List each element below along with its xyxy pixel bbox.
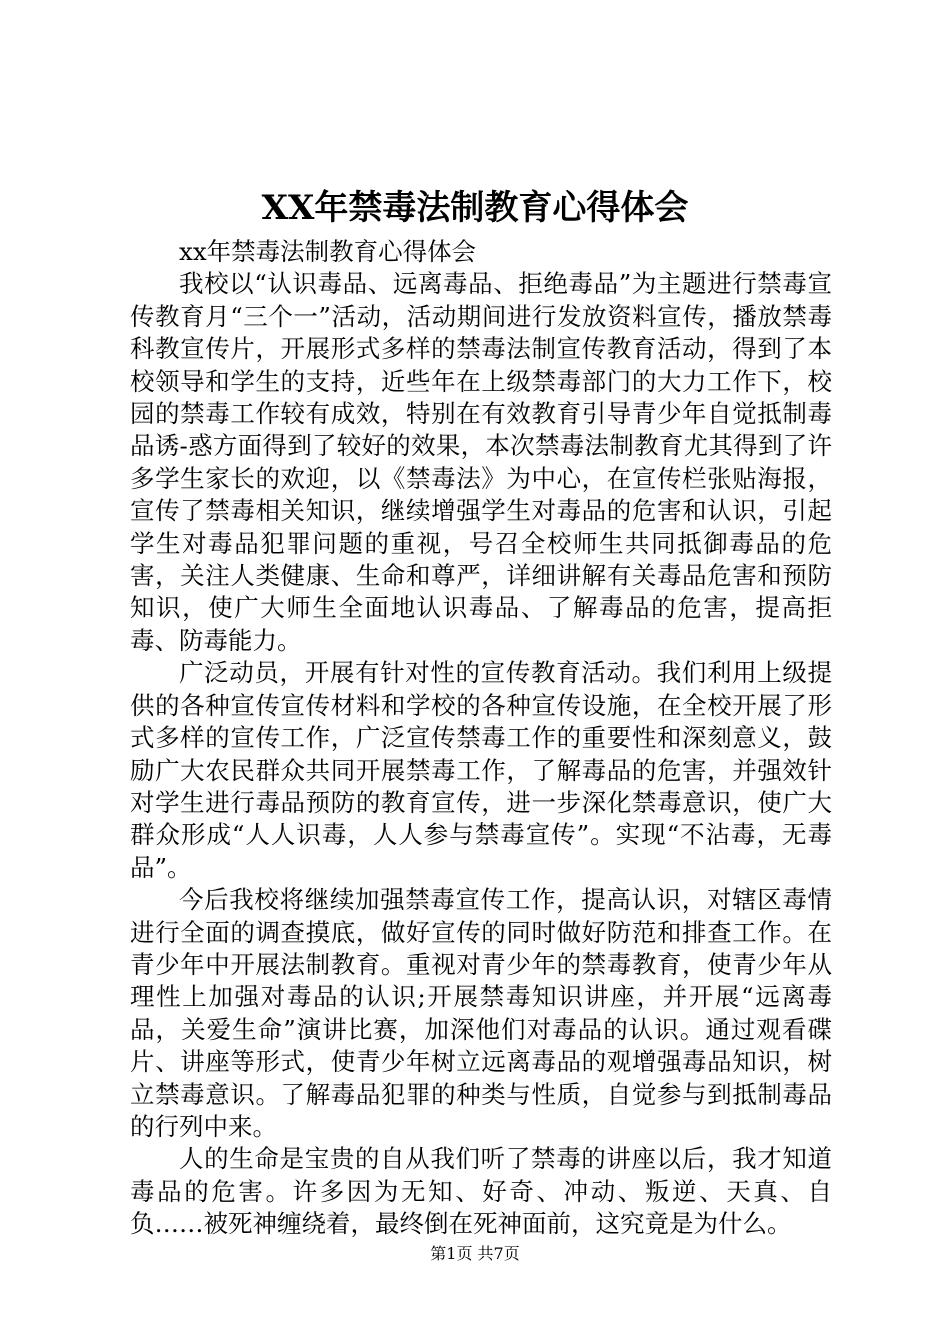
document-title: XX年禁毒法制教育心得体会 [261,188,689,228]
paragraph-3: 今后我校将继续加强禁毒宣传工作，提高认识，对辖区毒情进行全面的调查摸底，做好宣传的同时做好防范和排查工作。在青少年中开展法制教育。重视对青少年的禁毒教育，使青少年从理性上加强对毒品的认识;开展禁毒知识讲座，并开展“远离毒品，关爱生命”演讲比赛，加深他们对毒品的认识。通过观看碟片、讲座等形式，使青少年树立远离毒品的观增强毒品知识，树立禁毒意识。了解毒品犯罪的种类与性质，自觉参与到抵制毒品的行列中来。 [130,885,832,1141]
paragraph-4: 人的生命是宝贵的自从我们听了禁毒的讲座以后，我才知道毒品的危害。许多因为无知、好奇、冲动、叛逆、天真、自负……被死神缠绕着，最终倒在死神面前，这究竟是为什么。 [130,1144,832,1239]
document-body [130,236,832,1241]
paragraph-2: 广泛动员，开展有针对性的宣传教育活动。我们利用上级提供的各种宣传宣传材料和学校的各种宣传设施，在全校开展了形式多样的宣传工作，广泛宣传禁毒工作的重要性和深刻意义，鼓励广大农民群众共同开展禁毒工作，了解毒品的危害，并强效针对学生进行毒品预防的教育宣传，进一步深化禁毒意识，使广大群众形成“人人识毒，人人参与禁毒宣传”。实现“不沾毒，无毒品”。 [130,658,832,882]
paragraph-1: 我校以“认识毒品、远离毒品、拒绝毒品”为主题进行禁毒宣传教育月“三个一”活动，活动期间进行发放资料宣传，播放禁毒科教宣传片，开展形式多样的禁毒法制宣传教育活动，得到了本校领导和学生的支持，近些年在上级禁毒部门的大力工作下，校园的禁毒工作较有成效，特别在有效教育引导青少年自觉抵制毒品诱-惑方面得到了较好的效果，本次禁毒法制教育尤其得到了许多学生家长的欢迎，以《禁毒法》为中心，在宣传栏张贴海报，宣传了禁毒相关知识，继续增强学生对毒品的危害和认识，引起学生对毒品犯罪问题的重视，号召全校师生共同抵御毒品的危害，关注人类健康、生命和尊严，详细讲解有关毒品危害和预防知识，使广大师生全面地认识毒品、了解毒品的危害，提高拒毒、防毒能力。 [130,269,832,655]
page-footer: 第1页 共7页 [430,1244,520,1263]
document-subtitle: xx年禁毒法制教育心得体会 [179,237,477,266]
